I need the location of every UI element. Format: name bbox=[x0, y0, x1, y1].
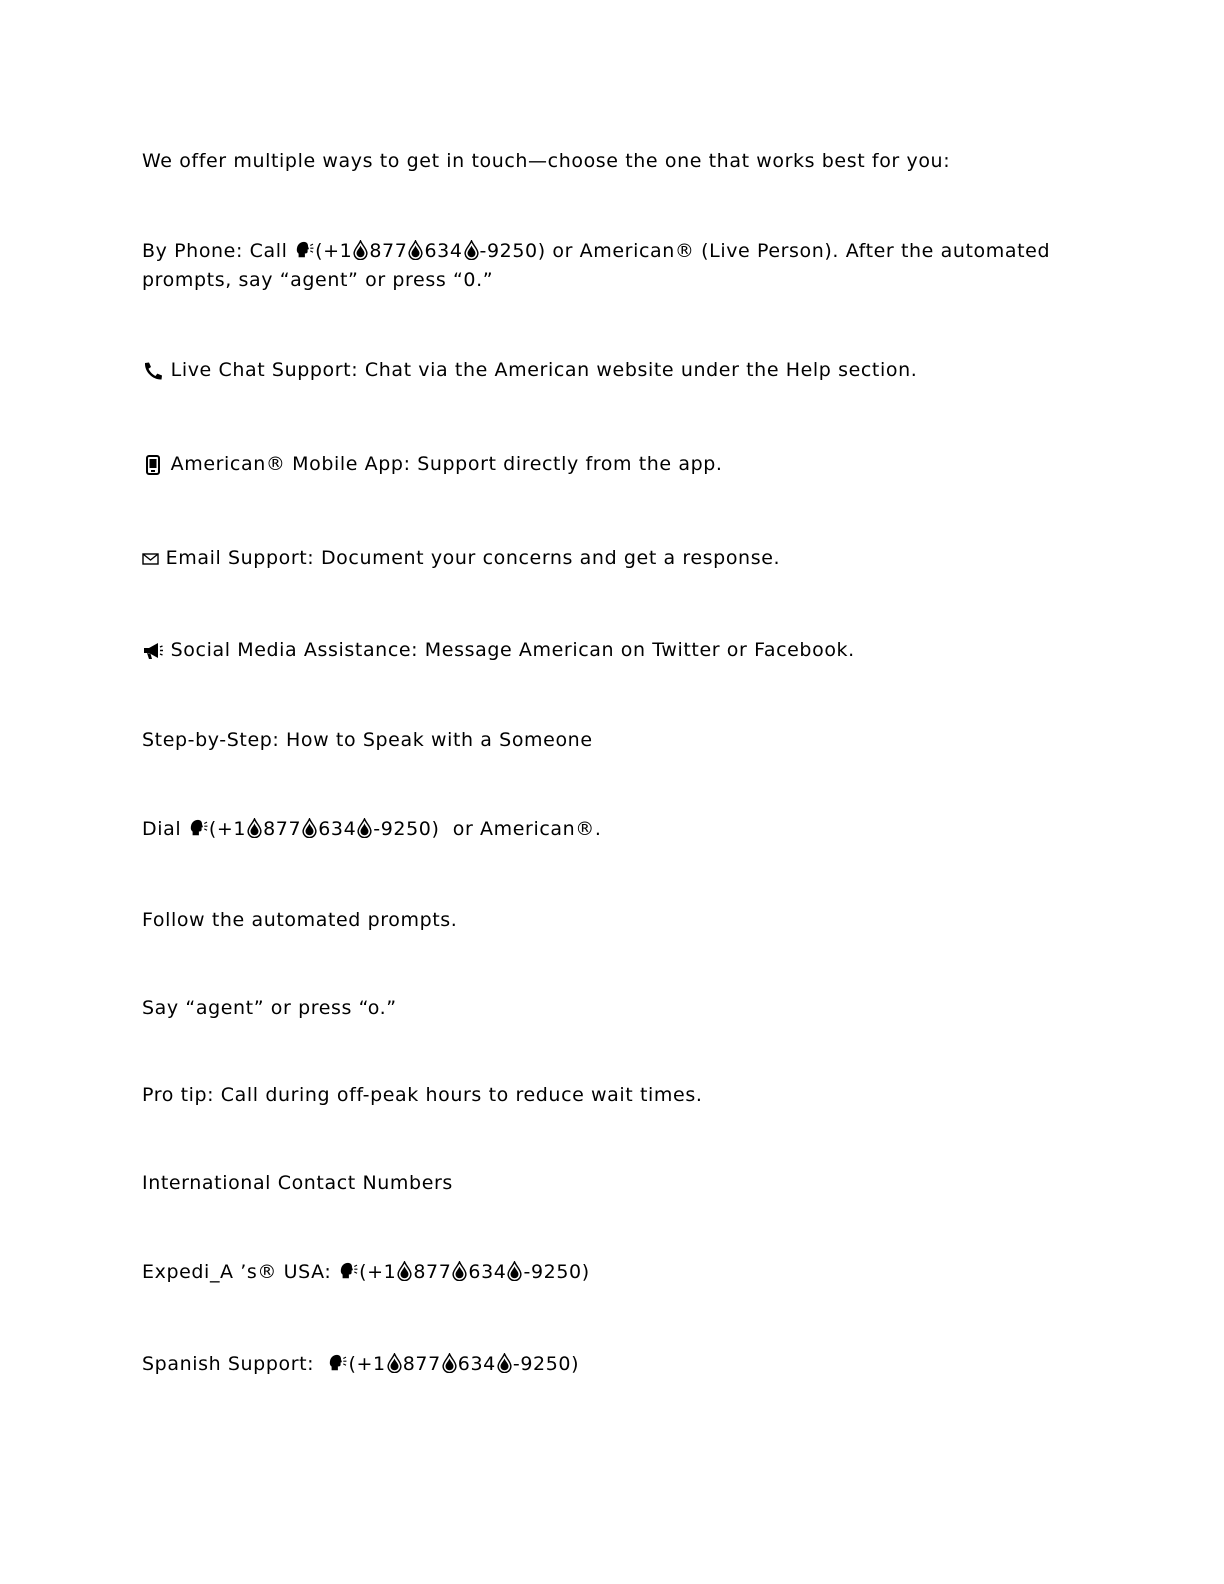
phone-number-part: -9250) bbox=[479, 240, 546, 262]
phone-icon bbox=[142, 361, 164, 381]
mobile-app-item: American® Mobile App: Support directly from the app. bbox=[142, 450, 1082, 479]
spanish-contact: Spanish Support: (+1 877 634 -9250) bbox=[142, 1353, 580, 1375]
live-chat-item: Live Chat Support: Chat via the American website under the Help section. bbox=[142, 356, 1082, 385]
droplet-icon bbox=[452, 1261, 467, 1281]
droplet-icon bbox=[408, 240, 423, 260]
droplet-icon bbox=[247, 818, 262, 838]
phone-number-part: (+1 bbox=[359, 1261, 397, 1283]
intro-text: We offer multiple ways to get in touch—choose the one that works best for you: bbox=[142, 150, 951, 172]
by-phone-rest: or American® (Live Person). After the automated prompts, say “agent” or press “0.” bbox=[142, 240, 1051, 291]
phone-number-part: (+1 bbox=[315, 240, 353, 262]
by-phone-paragraph bbox=[142, 237, 1082, 295]
phone-number-part: (+1 bbox=[208, 818, 247, 840]
phone-number-part: 877 bbox=[402, 1353, 441, 1375]
envelope-icon bbox=[142, 552, 159, 566]
phone-number-part: -9250) bbox=[523, 1261, 590, 1283]
droplet-icon bbox=[497, 1353, 512, 1373]
phone-number-part: 634 bbox=[468, 1261, 507, 1283]
phone-number-part: -9250) bbox=[512, 1353, 580, 1375]
droplet-icon bbox=[387, 1353, 402, 1373]
droplet-icon bbox=[397, 1261, 412, 1281]
phone-number-part: (+1 bbox=[348, 1353, 386, 1375]
email-item: Email Support: Document your concerns and get a response. bbox=[142, 544, 1082, 573]
phone-number-part: 634 bbox=[457, 1353, 496, 1375]
megaphone-icon bbox=[142, 641, 164, 661]
phone-number-part: -9250) bbox=[373, 818, 440, 840]
international-heading: International Contact Numbers bbox=[142, 1172, 453, 1194]
dial-step: Dial (+1 877 634 -9250) or American®. bbox=[142, 818, 602, 840]
usa-contact: Expedi_A ’s® USA: (+1 877 634 -9250) bbox=[142, 1261, 590, 1283]
follow-step: Follow the automated prompts. bbox=[142, 909, 458, 931]
pro-tip: Pro tip: Call during off-peak hours to reduce wait times. bbox=[142, 1084, 703, 1106]
droplet-icon bbox=[442, 1353, 457, 1373]
droplet-icon bbox=[357, 818, 372, 838]
droplet-icon bbox=[507, 1261, 522, 1281]
say-step: Say “agent” or press “o.” bbox=[142, 997, 397, 1019]
droplet-icon bbox=[302, 818, 317, 838]
phone-number-part: 634 bbox=[424, 240, 463, 262]
social-media-item: Social Media Assistance: Message American on Twitter or Facebook. bbox=[142, 636, 1082, 665]
speaking-head-icon bbox=[294, 241, 314, 259]
phone-number-part: 877 bbox=[413, 1261, 452, 1283]
droplet-icon bbox=[464, 240, 479, 260]
speaking-head-icon bbox=[327, 1354, 347, 1372]
phone-number-part: 634 bbox=[318, 818, 357, 840]
speaking-head-icon bbox=[188, 819, 208, 837]
by-phone-lead: By Phone: Call bbox=[142, 240, 288, 262]
phone-number-part: 877 bbox=[369, 240, 408, 262]
mobile-phone-icon bbox=[142, 455, 164, 475]
droplet-icon bbox=[353, 240, 368, 260]
phone-number-part: 877 bbox=[263, 818, 302, 840]
steps-heading: Step-by-Step: How to Speak with a Someone bbox=[142, 729, 593, 751]
speaking-head-icon bbox=[338, 1262, 358, 1280]
